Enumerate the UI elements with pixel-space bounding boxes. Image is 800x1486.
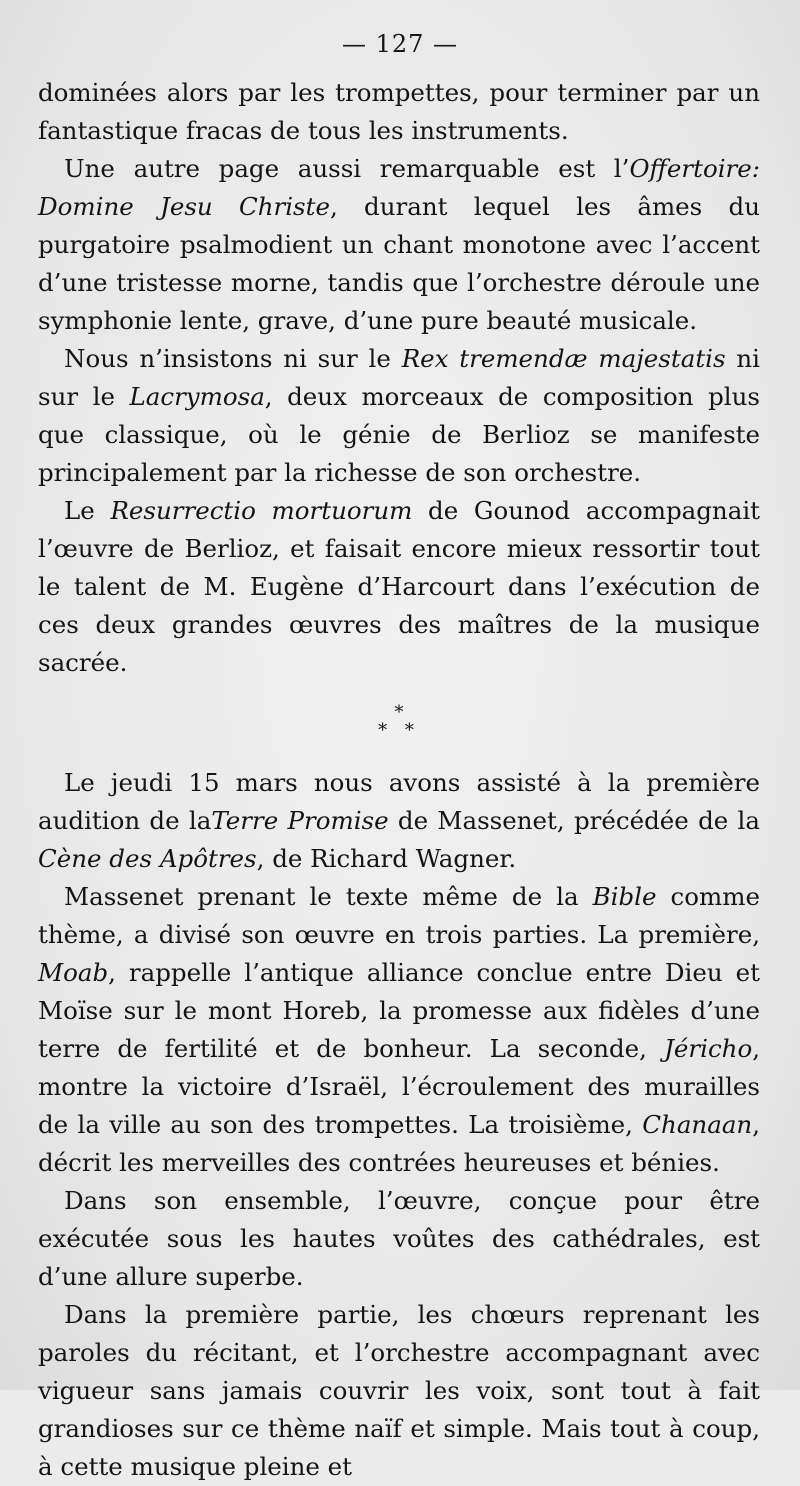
asterism-top: * — [394, 702, 404, 723]
section-separator — [38, 690, 760, 760]
paragraph-text: de Gounod accompagnait l’œuvre de Berlioz, et faisait encore mieux ressortir tout le talent de M. Eugène d’Harcourt dans l’exécution de ces deux grandes œuvres des maîtres de la musique sacrée. — [38, 496, 761, 677]
body-text — [38, 74, 760, 1486]
paragraph-text: Massenet prenant le texte même de la — [64, 882, 593, 911]
work-title: Chanaan — [642, 1110, 753, 1139]
work-title: Bible — [592, 882, 657, 911]
paragraph-text: , montre la victoire d’Israël, l’écroulement des murailles de la ville au son des trompettes. La troisième, — [38, 1034, 760, 1139]
paragraph-ensemble — [38, 1182, 760, 1296]
work-title: Resurrectio mortuorum — [110, 496, 413, 525]
paragraph-terre-promise — [38, 764, 760, 878]
paragraph-text: Le — [64, 496, 111, 525]
asterism-bottom: * * — [378, 720, 420, 741]
paragraph-text: , décrit les merveilles des contrées heureuses et bénies. — [38, 1110, 760, 1177]
paragraph-premiere-partie — [38, 1296, 760, 1486]
work-title: Terre Promise — [211, 806, 389, 835]
paragraph-text: , de Richard Wagner. — [256, 844, 517, 873]
paragraph-text: comme thème, a divisé son œuvre en trois parties. La première, — [38, 882, 760, 949]
work-title: Cène des Apôtres — [38, 844, 257, 873]
paragraph-offertoire — [38, 150, 760, 340]
paragraph-text: Une autre page aussi remarquable est l’ — [64, 154, 630, 183]
paragraph-text: , rappelle l’antique alliance conclue entre Dieu et Moïse sur le mont Horeb, la promesse aux fidèles d’une terre de fertilité et de bonheur. La seconde, — [38, 958, 760, 1063]
paragraph-text: Dans la première partie, les chœurs reprenant les paroles du récitant, et l’orchestre accompagnant avec vigueur sans jamais couvrir les voix, sont tout à fait grandioses sur ce thème naïf et simple. Mais tout à coup, à cette musique pleine et — [38, 1300, 760, 1481]
paragraph-continuation — [38, 74, 760, 150]
paragraph-rex-tremendae — [38, 340, 760, 492]
work-title: Moab — [38, 958, 109, 987]
paragraph-text: , durant lequel les âmes du purgatoire psalmodient un chant monotone avec l’accent d’une tristesse morne, tandis que l’orchestre déroule une symphonie lente, grave, d’une pure beauté musicale. — [38, 192, 760, 335]
paragraph-text: Le jeudi 15 mars nous avons assisté à la première audition de la — [38, 768, 760, 835]
paragraph-text: Nous n’insistons ni sur le — [64, 344, 402, 373]
paragraph-text: Dans son ensemble, l’œuvre, conçue pour être exécutée sous les hautes voûtes des cathédrales, est d’une allure superbe. — [38, 1186, 760, 1291]
work-title: Lacrymosa — [129, 382, 265, 411]
paragraph-resurrectio — [38, 492, 760, 682]
work-title: Offertoire: Domine Jesu Christe — [38, 154, 760, 221]
paragraph-text: de Massenet, précédée de la — [388, 806, 760, 835]
paragraph-massenet — [38, 878, 760, 1182]
page-number: — 127 — — [341, 30, 459, 58]
work-title: Jéricho — [664, 1034, 753, 1063]
paragraph-text: dominées alors par les trompettes, pour terminer par un fantastique fracas de tous les instruments. — [38, 78, 760, 145]
paragraph-text: , deux morceaux de composition plus que classique, où le génie de Berlioz se manifeste principalement par la richesse de son orchestre. — [38, 382, 760, 487]
paragraph-text: ni sur le — [38, 344, 760, 411]
work-title: Rex tremendæ majestatis — [401, 344, 726, 373]
